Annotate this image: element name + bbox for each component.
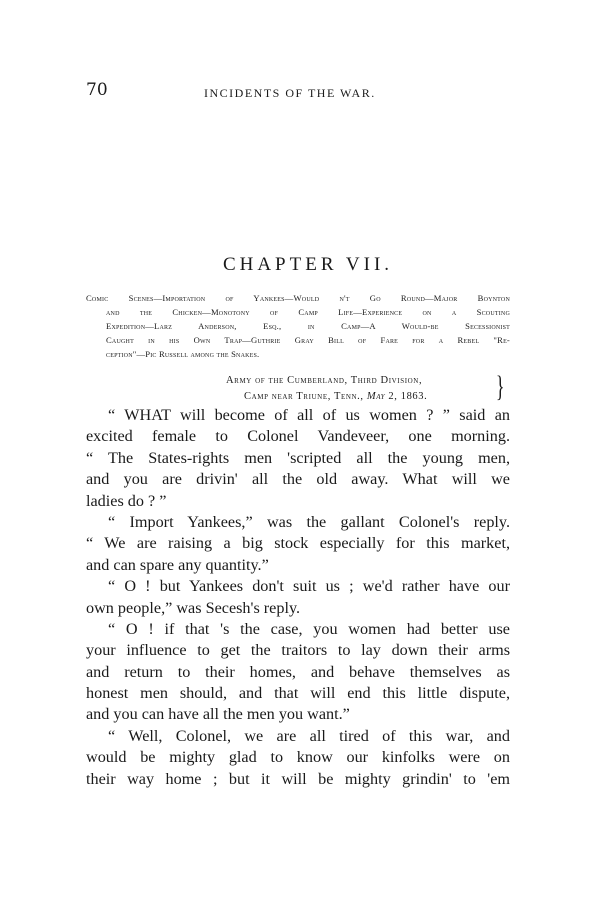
body-line: your influence to get the traitors to lay down their arms (86, 641, 510, 660)
dateline-date: 2, 1863. (388, 391, 428, 402)
body-text (86, 405, 510, 790)
dateline-place: Camp near Triune, Tenn., (244, 391, 364, 402)
body-line: and you can have all the men you want.” (86, 705, 350, 724)
body-line: ladies do ? ” (86, 491, 167, 510)
dateline-line-1: Army of the Cumberland, Third Division, (226, 375, 423, 386)
synopsis-line: and the Chicken—Monotony of Camp Life—Experience on a Scouting (106, 307, 510, 317)
synopsis-line: Expedition—Larz Anderson, Esq., in Camp—A Would-be Secessionist (106, 321, 510, 331)
body-line: excited female to Colonel Vandeveer, one morning. (86, 427, 510, 446)
body-line: their way home ; but it will be mighty grindin' to 'em (86, 769, 510, 788)
body-line: honest men should, and that will end this little dispute, (86, 684, 510, 703)
body-line: “ Well, Colonel, we are all tired of this war, and (108, 726, 510, 745)
dateline-month: May (366, 391, 386, 402)
body-line: “ Import Yankees,” was the gallant Colonel's reply. (108, 512, 510, 531)
synopsis-line: Caught in his Own Trap—Guthrie Gray Bill of Fare for a Rebel "Re- (106, 335, 510, 345)
body-line: and return to their homes, and behave themselves as (86, 662, 510, 681)
page-number: 70 (86, 80, 108, 100)
body-line: “ We are raising a big stock especially for this market, (86, 534, 510, 553)
body-line: “ O ! but Yankees don't suit us ; we'd rather have our (108, 577, 510, 596)
body-line: “ WHAT will become of all of us women ? ” said an (108, 406, 510, 424)
synopsis-line: ception"—Pic Russell among the Snakes. (106, 349, 260, 359)
synopsis-line: Comic Scenes—Importation of Yankees—Would n't Go Round—Major Boynton (86, 293, 510, 303)
body-line: own people,” was Secesh's reply. (86, 598, 301, 617)
dateline-brace: } (495, 370, 505, 403)
dateline-line-2 (244, 391, 427, 402)
running-head: INCIDENTS OF THE WAR. (204, 86, 376, 100)
body-line: “ The States-rights men 'scripted all the young men, (86, 448, 510, 467)
body-line: would be mighty glad to know our kinfolks were on (86, 748, 510, 767)
chapter-synopsis (86, 291, 510, 361)
body-line: “ O ! if that 's the case, you women had better use (108, 619, 510, 638)
chapter-title: CHAPTER VII. (222, 254, 394, 275)
body-line: and you are drivin' all the old away. What will we (86, 470, 510, 489)
body-line: and can spare any quantity.” (86, 555, 269, 574)
